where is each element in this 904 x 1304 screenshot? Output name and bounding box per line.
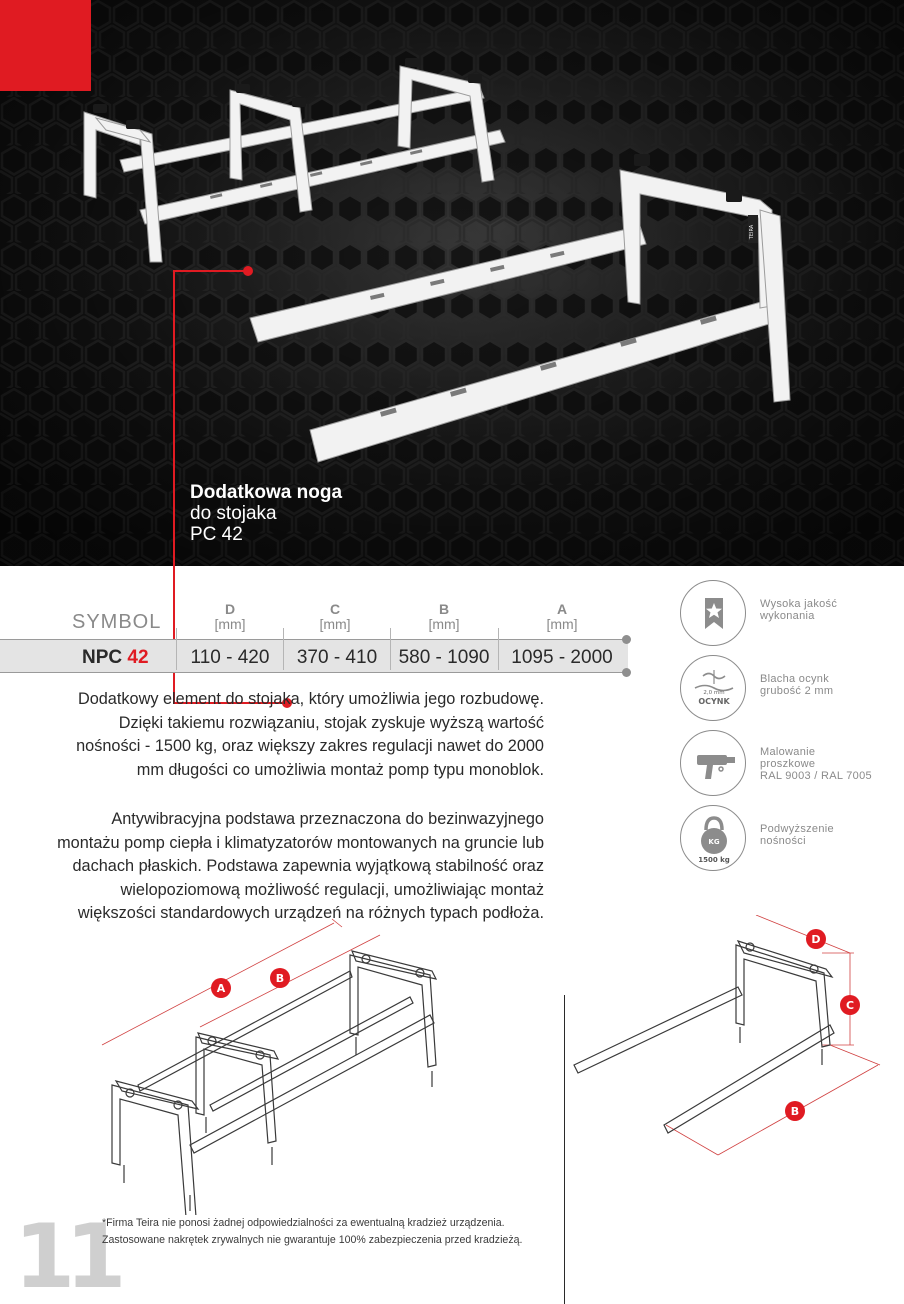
leader-line-top [175, 270, 247, 272]
hero-title-bold: Dodatkowa noga [190, 482, 343, 503]
svg-text:A: A [216, 982, 226, 995]
kettlebell-load-icon [680, 805, 746, 871]
col-header-d: D [mm] [214, 601, 246, 632]
quality-star-icon [680, 580, 746, 646]
value-a: 1095 - 2000 [511, 647, 613, 668]
col-separator [390, 628, 391, 670]
extension-leg-diagram [560, 915, 904, 1175]
description-paragraph-1: Dodatkowy element do stojaka, który umożliwia jego rozbudowę. Dzięki takiemu rozwiązaniu, stojak zyskuje wyższą wartość nośności - 1500 kg, oraz większy zakres regulacji nawet do 2000 mm długości co umożliwia montaż pomp typu monoblok. [76, 690, 544, 779]
rule-end-dot [622, 668, 631, 677]
hero-title-line2: do stojaka [190, 503, 277, 524]
rule-end-dot [622, 635, 631, 644]
red-corner-accent [0, 0, 91, 91]
svg-text:1500 kg: 1500 kg [698, 856, 730, 864]
value-b: 580 - 1090 [398, 647, 490, 668]
col-separator [176, 628, 177, 670]
hero-banner [0, 0, 904, 566]
col-header-a: A [mm] [546, 601, 578, 632]
dimension-label-d [806, 929, 826, 949]
page-number: 11 [14, 1205, 117, 1304]
svg-text:D: D [811, 933, 821, 946]
dimension-label-b [270, 968, 290, 988]
svg-text:OCYNK: OCYNK [698, 697, 730, 706]
galvanized-sheet-icon [680, 655, 746, 721]
svg-text:B: B [275, 972, 285, 985]
brand-badge: TEIRA [749, 224, 755, 240]
spec-rule-bottom [0, 672, 627, 673]
spec-rule-top [0, 639, 627, 640]
feature-load [680, 805, 890, 875]
value-c: 370 - 410 [296, 647, 378, 668]
hexagon-background [0, 0, 904, 566]
svg-text:C: C [845, 999, 855, 1012]
feature-label: Blacha ocynk grubość 2 mm [760, 673, 834, 697]
description-paragraph-2: Antywibracyjna podstawa przeznaczona do bezinwazyjnego montażu pomp ciepła i klimatyzatorów montowanych na gruncie lub dachach płaskich. Podstawa zapewnia wyjątkową stabilność oraz wielopoziomową możliwość regulacji, umożliwiając montaż większości standardowych urządzeń na różnych typach podłoża. [57, 810, 544, 923]
feature-galvanized [680, 655, 890, 725]
feature-quality [680, 580, 890, 650]
feature-label: Podwyższenie nośności [760, 823, 834, 847]
value-d: 110 - 420 [190, 647, 270, 668]
powder-paint-gun-icon [680, 730, 746, 796]
footnote: *Firma Teira nie ponosi żadnej odpowiedzialności za ewentualną kradzież urządzenia. Zastosowane nakrętek zrywalnych nie gwarantuje 100% zabezpieczenia przed kradzieżą. [102, 1217, 523, 1246]
col-separator [283, 628, 284, 670]
dimension-label-c [840, 995, 860, 1015]
hero-title [190, 482, 342, 545]
full-stand-diagram [80, 915, 460, 1215]
svg-text:2,0 mm: 2,0 mm [703, 690, 725, 696]
leader-dot-top [243, 266, 253, 276]
symbol-header: SYMBOL [72, 611, 162, 633]
dimension-label-b [785, 1101, 805, 1121]
col-header-b: B [mm] [428, 601, 460, 632]
col-header-c: C [mm] [319, 601, 351, 632]
svg-text:KG: KG [708, 838, 720, 846]
col-separator [498, 628, 499, 670]
svg-text:B: B [790, 1105, 800, 1118]
feature-paint [680, 730, 890, 800]
feature-label: Wysoka jakość wykonania [760, 598, 838, 622]
hero-title-line3: PC 42 [190, 524, 243, 545]
feature-label: Malowanie proszkowe RAL 9003 / RAL 7005 [760, 746, 872, 782]
spec-table [0, 598, 640, 678]
dimension-label-a [211, 978, 231, 998]
product-symbol: NPC 42 [82, 647, 149, 668]
